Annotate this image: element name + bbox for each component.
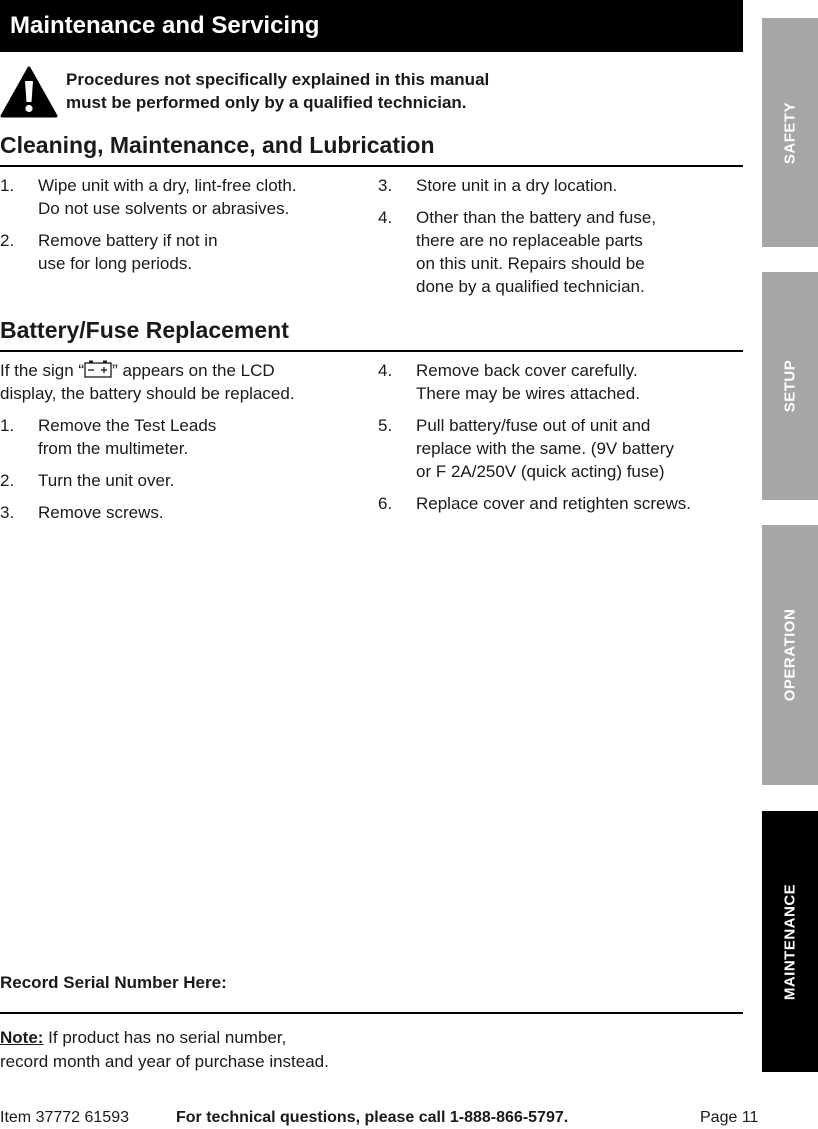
battery-section-title: Battery/Fuse Replacement (0, 317, 289, 343)
intro-line (0, 359, 370, 382)
intro-prefix: If the sign “ (0, 361, 85, 380)
list-item (0, 229, 360, 275)
item-text: There may be wires attached. (416, 384, 640, 403)
item-text: or F 2A/250V (quick acting) fuse) (416, 462, 665, 481)
tab-label: MAINTENANCE (781, 883, 799, 1000)
item-text: Wipe unit with a dry, lint-free cloth. (38, 176, 297, 195)
item-text: Remove battery if not in (38, 231, 218, 250)
serial-number-label: Record Serial Number Here: (0, 973, 227, 992)
intro-suffix: ” appears on the LCD (112, 361, 275, 380)
intro-line: display, the battery should be replaced. (0, 384, 295, 403)
page-title: Maintenance and Servicing (10, 12, 320, 39)
battery-intro (0, 359, 370, 405)
list-item (0, 414, 370, 460)
item-text: there are no replaceable parts (416, 231, 643, 250)
note-text: If product has no serial number, (43, 1028, 287, 1047)
battery-right-column (378, 359, 738, 524)
tab-label: SAFETY (781, 101, 799, 164)
note-label: Note: (0, 1028, 44, 1047)
item-text: replace with the same. (9V battery (416, 439, 674, 458)
cleaning-left-column (0, 174, 360, 284)
tab-safety[interactable] (762, 18, 818, 247)
footer-page-number: Page 11 (700, 1109, 759, 1126)
cleaning-right-column (378, 174, 738, 307)
item-text: Other than the battery and fuse, (416, 208, 657, 227)
serial-note (0, 1026, 329, 1074)
item-number: 4. (378, 361, 393, 380)
warning-line: Procedures not specifically explained in this manual (66, 70, 490, 89)
tab-label: OPERATION (781, 608, 799, 702)
item-number: 1. (0, 416, 15, 435)
item-text: Pull battery/fuse out of unit and (416, 416, 651, 435)
item-number: 2. (0, 471, 15, 490)
list-item (378, 492, 738, 515)
list-item (378, 359, 738, 405)
list-item (0, 174, 360, 220)
footer-contact: For technical questions, please call 1-888-866-5797. (176, 1109, 569, 1126)
page-header (0, 0, 743, 52)
item-text: Store unit in a dry location. (416, 176, 618, 195)
divider (0, 350, 743, 352)
item-text: Turn the unit over. (38, 471, 175, 490)
item-text: from the multimeter. (38, 439, 189, 458)
cleaning-section-title: Cleaning, Maintenance, and Lubrication (0, 132, 435, 158)
list-item (378, 206, 738, 298)
serial-number-line (0, 1012, 743, 1014)
list-item (378, 174, 738, 197)
item-text: Do not use solvents or abrasives. (38, 199, 290, 218)
note-text: record month and year of purchase instead. (0, 1052, 329, 1071)
warning-triangle-icon (0, 66, 58, 118)
tab-operation[interactable] (762, 525, 818, 785)
item-number: 3. (378, 176, 393, 195)
item-number: 4. (378, 208, 393, 227)
item-text: use for long periods. (38, 254, 193, 273)
item-text: Remove the Test Leads (38, 416, 217, 435)
item-text: on this unit. Repairs should be (416, 254, 645, 273)
list-item (0, 501, 370, 524)
tab-setup[interactable] (762, 272, 818, 500)
tab-label: SETUP (781, 359, 799, 413)
item-text: Remove back cover carefully. (416, 361, 638, 380)
divider (0, 165, 743, 167)
item-text: Remove screws. (38, 503, 164, 522)
item-text: Replace cover and retighten screws. (416, 494, 691, 513)
item-number: 1. (0, 176, 15, 195)
tab-maintenance[interactable] (762, 811, 818, 1072)
battery-sign-icon (84, 360, 112, 378)
warning-text (66, 68, 489, 114)
footer-item-number: Item 37772 61593 (0, 1109, 129, 1126)
item-number: 5. (378, 416, 393, 435)
list-item (0, 469, 370, 492)
warning-block (0, 64, 743, 118)
warning-line: must be performed only by a qualified technician. (66, 93, 467, 112)
item-number: 2. (0, 231, 15, 250)
item-text: done by a qualified technician. (416, 277, 645, 296)
battery-left-column (0, 359, 370, 533)
list-item (378, 414, 738, 483)
item-number: 3. (0, 503, 15, 522)
item-number: 6. (378, 494, 393, 513)
